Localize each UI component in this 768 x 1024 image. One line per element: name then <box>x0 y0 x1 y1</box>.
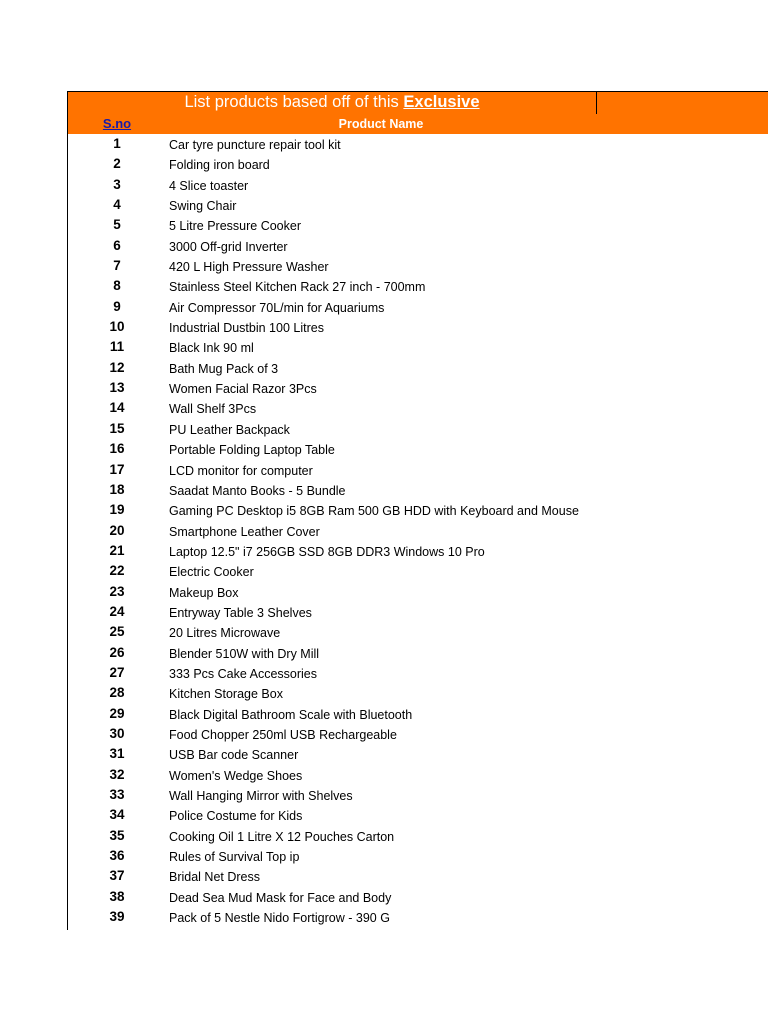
row-product-name: Pack of 5 Nestle Nido Fortigrow - 390 G <box>169 911 390 926</box>
row-product-name: Kitchen Storage Box <box>169 687 283 702</box>
row-product-name: Swing Chair <box>169 199 237 214</box>
table-row <box>68 643 768 663</box>
table-row <box>68 561 768 581</box>
row-product-name: 5 Litre Pressure Cooker <box>169 219 302 234</box>
table-row <box>68 398 768 418</box>
table-row <box>68 480 768 500</box>
row-serial-number: 35 <box>109 827 125 843</box>
table-row <box>68 765 768 785</box>
row-serial-number: 29 <box>109 705 125 721</box>
table-row <box>68 724 768 744</box>
table-row <box>68 134 768 154</box>
row-product-name: Smartphone Leather Cover <box>169 524 320 539</box>
row-serial-number: 6 <box>113 237 121 253</box>
table-row <box>68 358 768 378</box>
title-row <box>67 91 768 114</box>
row-product-name: Stainless Steel Kitchen Rack 27 inch - 700mm <box>169 280 426 295</box>
row-serial-number: 21 <box>109 542 125 558</box>
row-product-name: 333 Pcs Cake Accessories <box>169 666 317 681</box>
row-serial-number: 24 <box>109 603 125 619</box>
product-sheet <box>67 91 768 930</box>
row-product-name: Blender 510W with Dry Mill <box>169 646 320 661</box>
row-product-name: Folding iron board <box>169 158 270 173</box>
row-serial-number: 13 <box>109 380 125 396</box>
table-row <box>68 805 768 825</box>
row-product-name: PU Leather Backpack <box>169 422 290 437</box>
row-product-name: Cooking Oil 1 Litre X 12 Pouches Carton <box>169 829 395 844</box>
table-row <box>68 663 768 683</box>
row-product-name: Rules of Survival Top ip <box>169 850 300 865</box>
row-serial-number: 33 <box>109 787 125 802</box>
row-serial-number: 31 <box>109 746 125 762</box>
row-serial-number: 1 <box>113 136 121 151</box>
table-row <box>68 704 768 724</box>
row-serial-number: 23 <box>109 583 125 599</box>
row-serial-number: 4 <box>113 197 121 213</box>
row-serial-number: 18 <box>109 481 125 497</box>
row-product-name: USB Bar code Scanner <box>169 748 299 763</box>
table-row <box>68 195 768 215</box>
table-row <box>68 297 768 317</box>
row-product-name: Bridal Net Dress <box>169 870 260 885</box>
table-row <box>68 541 768 561</box>
column-header-product-name: Product Name <box>338 117 424 131</box>
table-row <box>68 256 768 276</box>
row-serial-number: 22 <box>109 563 125 579</box>
row-product-name: Food Chopper 250ml USB Rechargeable <box>169 727 397 742</box>
row-serial-number: 27 <box>109 664 125 680</box>
row-serial-number: 28 <box>109 685 125 701</box>
row-serial-number: 30 <box>109 725 125 741</box>
table-row <box>68 622 768 642</box>
row-serial-number: 5 <box>113 217 121 233</box>
row-serial-number: 8 <box>113 278 121 294</box>
row-product-name: Laptop 12.5" i7 256GB SSD 8GB DDR3 Windows 10 Pro <box>169 544 485 559</box>
row-serial-number: 9 <box>113 298 121 314</box>
table-row <box>68 602 768 622</box>
row-serial-number: 37 <box>109 868 125 884</box>
row-serial-number: 34 <box>109 807 125 823</box>
row-serial-number: 36 <box>109 848 125 864</box>
title-text: List products based off of this <box>184 93 404 111</box>
table-row <box>68 907 768 927</box>
row-serial-number: 32 <box>109 766 125 782</box>
table-row <box>68 500 768 520</box>
column-header-row <box>67 114 768 134</box>
row-product-name: Portable Folding Laptop Table <box>169 443 335 458</box>
row-serial-number: 7 <box>113 258 121 274</box>
row-product-name: Gaming PC Desktop i5 8GB Ram 500 GB HDD with Keyboard and Mouse <box>169 504 579 519</box>
row-product-name: Black Ink 90 ml <box>169 341 254 356</box>
column-header-sno[interactable]: S.no <box>102 116 132 131</box>
table-row <box>68 826 768 846</box>
row-serial-number: 10 <box>109 319 125 335</box>
row-product-name: Car tyre puncture repair tool kit <box>169 138 341 152</box>
row-product-name: 420 L High Pressure Washer <box>169 260 329 275</box>
table-row <box>68 378 768 398</box>
row-product-name: Wall Hanging Mirror with Shelves <box>169 789 353 803</box>
table-row <box>68 276 768 296</box>
row-serial-number: 17 <box>109 461 125 477</box>
row-product-name: Police Costume for Kids <box>169 809 303 824</box>
table-row <box>68 215 768 235</box>
row-product-name: Entryway Table 3 Shelves <box>169 605 312 620</box>
row-serial-number: 3 <box>113 176 121 192</box>
row-product-name: 3000 Off-grid Inverter <box>169 239 288 254</box>
table-row <box>68 521 768 541</box>
row-serial-number: 19 <box>109 502 125 518</box>
table-row <box>68 744 768 764</box>
row-serial-number: 2 <box>113 156 121 172</box>
row-serial-number: 12 <box>109 359 125 375</box>
row-product-name: Makeup Box <box>169 585 239 600</box>
row-product-name: 20 Litres Microwave <box>169 626 281 641</box>
row-product-name: Women Facial Razor 3Pcs <box>169 382 317 397</box>
row-serial-number: 20 <box>109 522 125 538</box>
row-serial-number: 25 <box>109 624 125 640</box>
table-row <box>68 866 768 886</box>
row-serial-number: 39 <box>109 909 125 925</box>
product-list <box>67 134 768 930</box>
row-product-name: Women's Wedge Shoes <box>169 768 303 783</box>
table-row <box>68 154 768 174</box>
row-product-name: Black Digital Bathroom Scale with Bluetooth <box>169 707 413 722</box>
row-product-name: Air Compressor 70L/min for Aquariums <box>169 300 385 315</box>
table-row <box>68 683 768 703</box>
sheet-title[interactable] <box>68 92 597 114</box>
row-serial-number: 38 <box>109 888 125 904</box>
title-highlight-link[interactable]: Exclusive <box>403 93 480 111</box>
table-row <box>68 582 768 602</box>
row-serial-number: 16 <box>109 441 125 457</box>
table-row <box>68 887 768 907</box>
table-row <box>68 236 768 256</box>
table-row <box>68 337 768 357</box>
table-row <box>68 846 768 866</box>
row-serial-number: 14 <box>109 400 125 416</box>
row-serial-number: 11 <box>109 339 125 355</box>
table-row <box>68 460 768 480</box>
row-product-name: 4 Slice toaster <box>169 178 249 193</box>
row-product-name: Industrial Dustbin 100 Litres <box>169 321 324 336</box>
row-product-name: Dead Sea Mud Mask for Face and Body <box>169 890 392 905</box>
table-row <box>68 439 768 459</box>
row-product-name: Wall Shelf 3Pcs <box>169 402 257 417</box>
row-serial-number: 26 <box>109 644 125 660</box>
table-row <box>68 317 768 337</box>
table-row <box>68 175 768 195</box>
row-product-name: Electric Cooker <box>169 565 254 580</box>
row-product-name: LCD monitor for computer <box>169 463 313 478</box>
table-row <box>68 419 768 439</box>
table-row <box>68 785 768 805</box>
row-product-name: Saadat Manto Books - 5 Bundle <box>169 483 346 498</box>
row-product-name: Bath Mug Pack of 3 <box>169 361 279 376</box>
row-serial-number: 15 <box>109 420 125 436</box>
